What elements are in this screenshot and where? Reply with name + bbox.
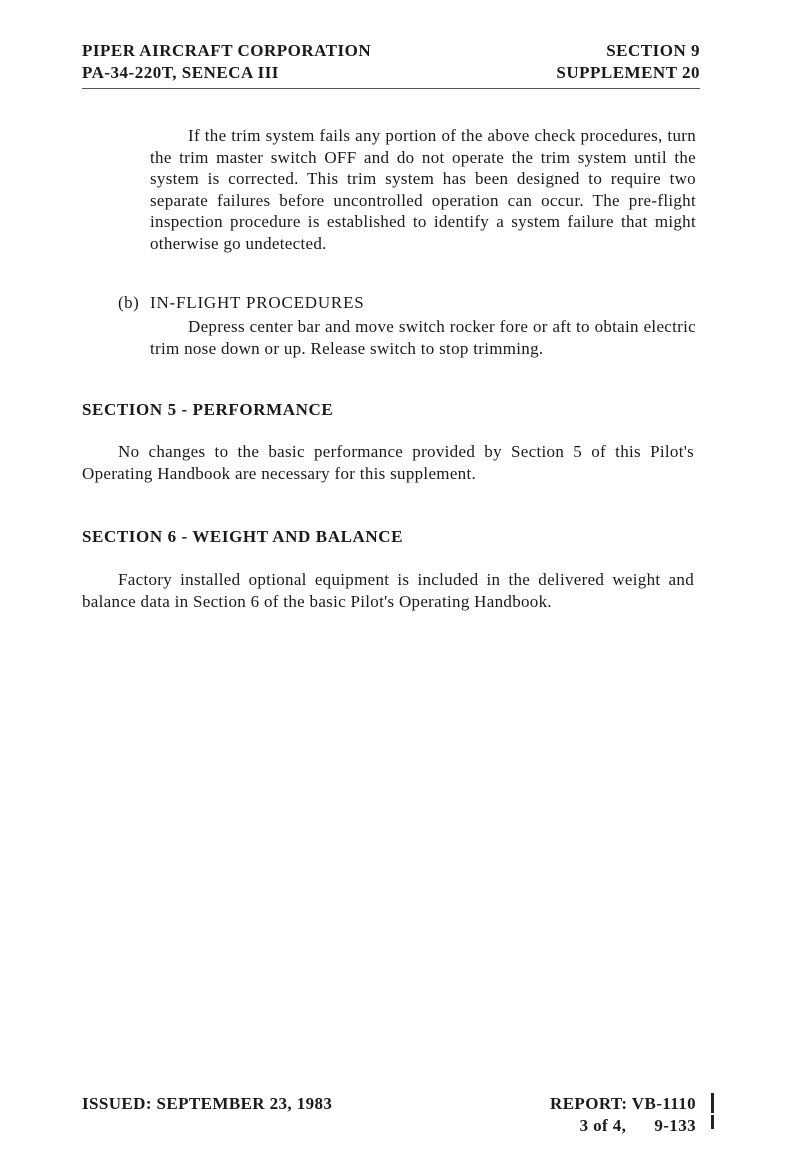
inflight-paragraph: Depress center bar and move switch rocker fore or aft to obtain electric trim nose down or up. Release switch to stop trimming. (150, 317, 696, 358)
section5-heading: SECTION 5 - PERFORMANCE (82, 400, 334, 419)
revision-bar (711, 1093, 714, 1113)
header-right (556, 40, 700, 84)
trim-failure-paragraph: If the trim system fails any portion of the above check procedures, turn the trim master switch OFF and do not operate the trim system until the system is corrected. This trim system has been designed to require two separate failures before uncontrolled operation can occur. The pre-flight inspection procedure is established to identify a system failure that might otherwise go undetected. (150, 126, 696, 253)
page-line (528, 1115, 696, 1137)
company-name: PIPER AIRCRAFT CORPORATION (82, 41, 372, 60)
issued-date: ISSUED: SEPTEMBER 23, 1983 (82, 1094, 333, 1113)
page-number: 9-133 (654, 1116, 696, 1135)
supplement-number: SUPPLEMENT 20 (556, 63, 700, 82)
aircraft-model: PA-34-220T, SENECA III (82, 63, 279, 82)
section5-paragraph: No changes to the basic performance provided by Section 5 of this Pilot's Operating Handbook are necessary for this supplement. (82, 442, 694, 483)
footer-right (528, 1093, 696, 1137)
section-number: SECTION 9 (606, 41, 700, 60)
section6-paragraph: Factory installed optional equipment is included in the delivered weight and balance data in Section 6 of the basic Pilot's Operating Handbook. (82, 570, 694, 611)
header-divider (82, 88, 700, 89)
subsection-title: IN-FLIGHT PROCEDURES (150, 293, 365, 312)
section6-heading: SECTION 6 - WEIGHT AND BALANCE (82, 527, 404, 546)
header-left (82, 40, 371, 84)
page-of: 3 of 4, (579, 1116, 627, 1135)
report-number: REPORT: VB-1110 (550, 1094, 696, 1113)
subsection-label: (b) (118, 293, 140, 312)
revision-bar (711, 1115, 714, 1129)
